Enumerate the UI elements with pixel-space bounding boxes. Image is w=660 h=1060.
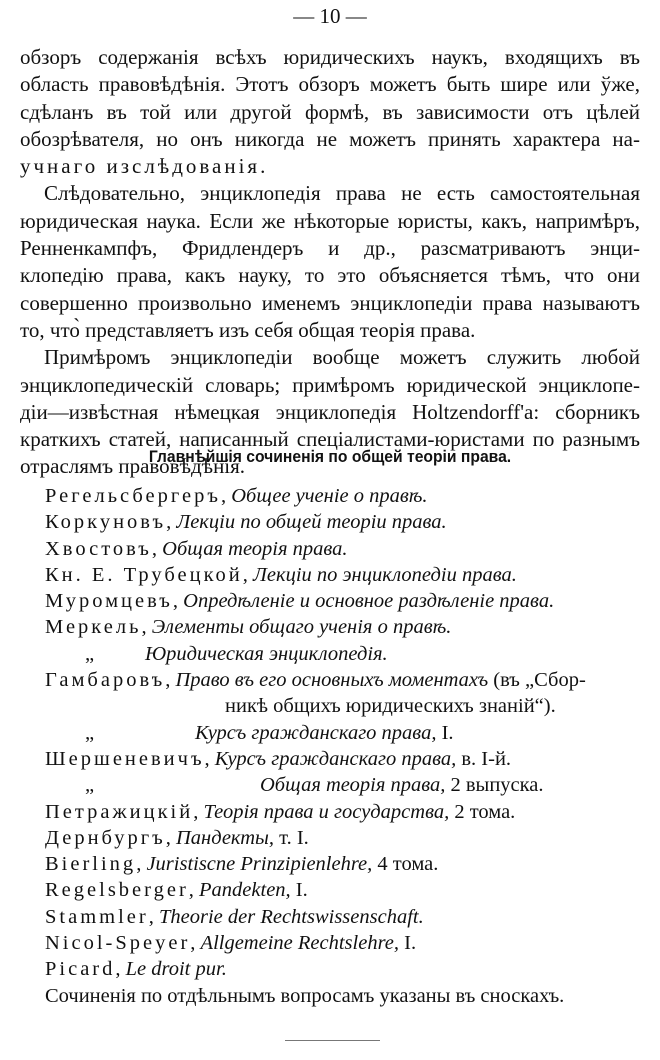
text-line: Примѣромъ энциклопедіи вообще можетъ служить любой xyxy=(44,345,640,370)
author-name: Шершеневичъ xyxy=(45,747,205,770)
work-title: Элементы общаго ученія о правѣ. xyxy=(151,616,452,639)
separator: , xyxy=(148,905,159,928)
bibliography-entry xyxy=(45,930,645,956)
bibliography-entry: „ Общая теорія права, 2 выпуска. xyxy=(45,772,645,798)
work-title: Юридическая энциклопедія. xyxy=(145,642,388,665)
work-title: Курсъ гражданскаго права, xyxy=(195,721,437,744)
separator: , xyxy=(165,669,176,692)
author-name: Меркель xyxy=(45,616,142,639)
separator: , xyxy=(188,879,200,902)
bibliography-entry xyxy=(45,851,645,877)
separator: , xyxy=(242,563,253,586)
text-line: энциклопедическій словарь; примѣромъ юридической энциклопе- xyxy=(20,372,640,397)
text-line: то, что̀ представляетъ изъ себя общая теорія права. xyxy=(20,317,476,342)
separator: , xyxy=(165,826,176,849)
work-title: Лекціи по энциклопедіи права. xyxy=(253,563,517,586)
author-name: Stammler xyxy=(45,905,149,928)
bibliography-entry xyxy=(45,693,645,719)
work-title: Курсъ гражданскаго права, xyxy=(214,747,457,770)
entry-suffix: I. xyxy=(436,721,454,744)
bibliography-entry xyxy=(45,536,645,562)
bibliography-entry xyxy=(45,614,645,640)
separator: , xyxy=(204,747,215,770)
bibliography-entry xyxy=(45,588,645,614)
author-name: Петражицкій xyxy=(45,800,194,823)
separator: , xyxy=(193,800,204,823)
author-name: Муромцевъ xyxy=(45,590,173,613)
bibliography-entry xyxy=(45,746,645,772)
text-line: клопедію права, какъ науку, то это объясняется тѣмъ, что они xyxy=(20,263,640,288)
bibliography-list xyxy=(45,483,645,1009)
section-heading: Главнѣйшія сочиненія по общей теоріи права. xyxy=(148,448,512,466)
separator: , xyxy=(190,932,201,955)
text-line: обозрѣвателя, но онъ никогда не можетъ принять характера на- xyxy=(20,126,640,151)
bibliography-entry xyxy=(45,904,645,930)
footer-note: Сочиненія по отдѣльнымъ вопросамъ указаны въ сноскахъ. xyxy=(45,984,565,1007)
work-title: Право въ его основныхъ моментахъ xyxy=(175,669,489,692)
author-name: Picard xyxy=(45,958,116,981)
entry-suffix: 2 выпуска. xyxy=(445,774,544,797)
bibliography-entry: „ Юридическая энциклопедія. xyxy=(45,641,645,667)
text-line: сдѣланъ въ той или другой формѣ, въ зависимости отъ цѣлей xyxy=(20,99,640,124)
entry-suffix: т. I. xyxy=(274,826,309,849)
bibliography-entry xyxy=(45,667,645,693)
work-title: Juristiscne Prinzipienlehre, xyxy=(146,853,373,876)
entry-suffix: никѣ общихъ юридическихъ знаній“). xyxy=(225,695,556,718)
author-name: Nicol-Speyer xyxy=(45,932,191,955)
author-name: Кн. Е. Трубецкой xyxy=(45,563,243,586)
author-name: Regelsberger xyxy=(45,879,189,902)
bibliography-entry xyxy=(45,799,645,825)
work-title: Пандекты, xyxy=(175,826,275,849)
separator: , xyxy=(221,485,232,507)
bibliography-entry xyxy=(45,956,645,982)
separator: , xyxy=(166,511,177,534)
work-title: Le droit pur. xyxy=(125,958,227,981)
separator: , xyxy=(151,537,163,560)
separator: , xyxy=(115,958,126,981)
entry-suffix: I. xyxy=(399,932,417,955)
bibliography-entry xyxy=(45,509,645,535)
entry-suffix: 2 тома. xyxy=(449,800,516,823)
bibliography-entry xyxy=(45,877,645,903)
work-title: Общая теорія права, xyxy=(260,774,446,797)
work-title: Опредѣленіе и основное раздѣленіе права. xyxy=(183,590,555,613)
text-line: учнаго изслѣдованія. xyxy=(20,154,269,179)
work-title: Allgemeine Rechtslehre, xyxy=(200,932,400,955)
bibliography-entry xyxy=(45,562,645,588)
author-name: Гамбаровъ xyxy=(45,669,166,692)
text-line: юридическая наука. Если же нѣкоторые юристы, какъ, напримѣръ, xyxy=(20,208,640,233)
end-rule xyxy=(285,1040,380,1041)
text-line: отраслямъ правовѣдѣнія. xyxy=(20,454,246,479)
text-line: область правовѣдѣнія. Этотъ обзоръ можетъ быть шире или ўже, xyxy=(20,72,640,97)
author-name: Коркуновъ xyxy=(45,511,167,534)
body-text xyxy=(20,44,640,481)
entry-suffix: в. I-й. xyxy=(456,747,512,770)
page-number: — 10 — xyxy=(293,4,367,28)
work-title: Теорія права и государства, xyxy=(203,800,450,823)
work-title: Общая теорія права. xyxy=(162,537,348,560)
separator: , xyxy=(172,590,184,613)
author-name: Дернбургъ xyxy=(45,826,166,849)
entry-suffix: 4 тома. xyxy=(372,853,439,876)
bibliography-entry: „ Курсъ гражданскаго права, I. xyxy=(45,720,645,746)
bibliography-entry xyxy=(45,825,645,851)
work-title: Общее ученіе о правѣ. xyxy=(231,485,428,507)
author-name: Bierling xyxy=(45,853,137,876)
text-line: діи—извѣстная нѣмецкая энциклопедія Holtzendorff'a: сборникъ xyxy=(20,399,640,424)
author-name: Хвостовъ xyxy=(45,537,152,560)
separator: , xyxy=(141,616,152,639)
text-line: совершенно произвольно именемъ энциклопедіи права называютъ xyxy=(20,290,640,315)
work-title: Pandekten, xyxy=(199,879,291,902)
text-line: обзоръ содержанія всѣхъ юридическихъ наукъ, входящихъ въ xyxy=(20,45,640,69)
text-line: Слѣдовательно, энциклопедія права не есть самостоятельная xyxy=(44,181,640,206)
work-title: Лекціи по общей теоріи права. xyxy=(176,511,447,534)
text-line: Ренненкампфъ, Фридлендеръ и др., разсматриваютъ энци- xyxy=(20,236,640,261)
entry-suffix: I. xyxy=(290,879,308,902)
work-title: Theorie der Rechtswissenschaft. xyxy=(158,905,424,928)
bibliography-entry xyxy=(45,483,645,509)
author-name: Регельсбергеръ xyxy=(45,485,221,507)
separator: , xyxy=(136,853,147,876)
text-line: краткихъ статей, написанный спеціалистами-юристами по разнымъ xyxy=(20,427,640,452)
entry-suffix: (въ „Сбор- xyxy=(488,669,586,692)
